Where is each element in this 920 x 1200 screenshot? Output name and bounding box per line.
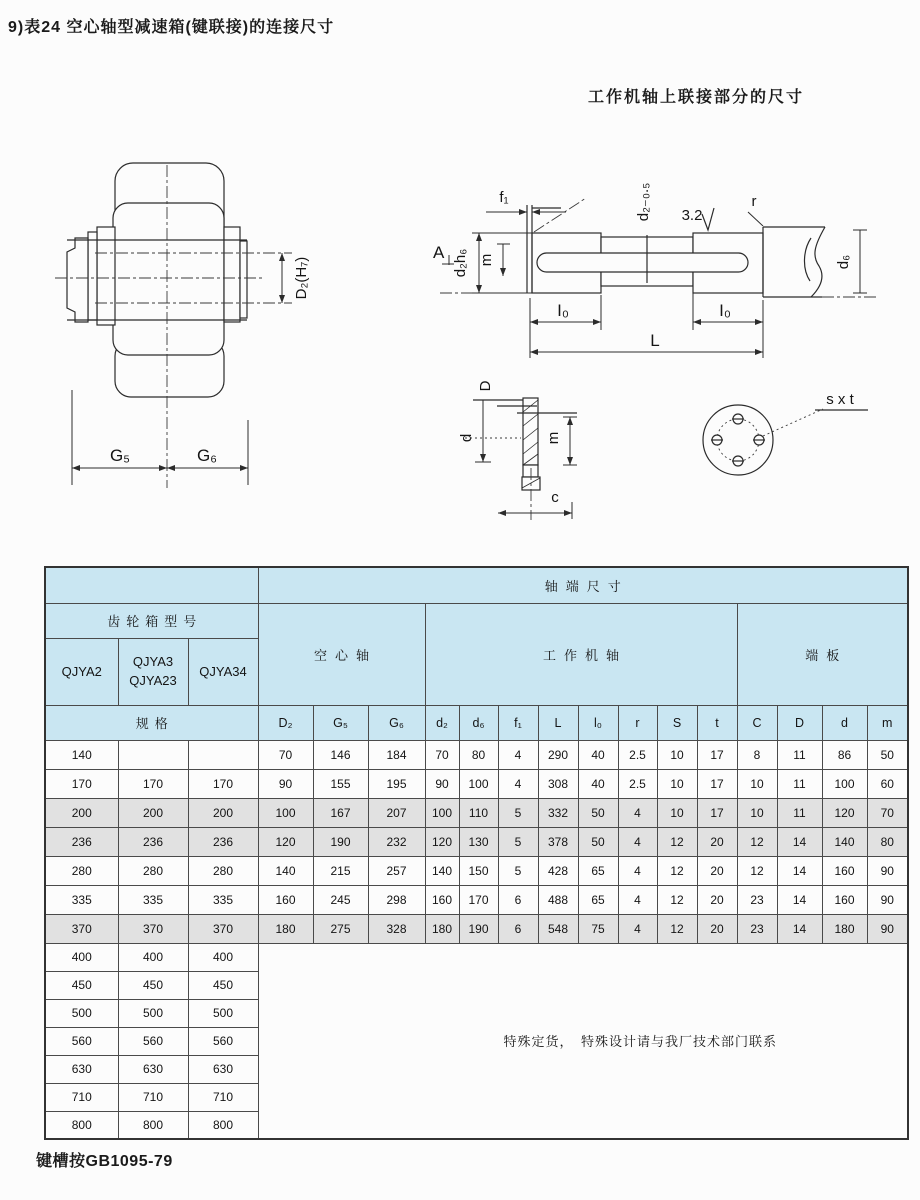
value-cell: 4 (498, 740, 538, 769)
roughness-icon (702, 208, 714, 230)
work-shaft-drawing (420, 150, 890, 380)
value-cell: 14 (777, 827, 822, 856)
model-cell: 400 (45, 943, 118, 971)
value-cell: 12 (737, 856, 777, 885)
value-cell: 332 (538, 798, 578, 827)
value-cell: 100 (822, 769, 867, 798)
group-end-plate: 端板 (737, 603, 908, 705)
shaft-end-title-cell: 轴端尺寸 (258, 567, 908, 603)
group-hollow-shaft: 空心轴 (258, 603, 425, 705)
model-cell: 170 (45, 769, 118, 798)
column-header-6: L (538, 705, 578, 740)
value-cell: 86 (822, 740, 867, 769)
value-cell: 140 (258, 856, 313, 885)
value-cell: 75 (578, 914, 618, 943)
model-cell: 710 (188, 1083, 258, 1111)
model-cell: 560 (188, 1027, 258, 1055)
value-cell: 17 (697, 769, 737, 798)
model-cell: 200 (45, 798, 118, 827)
column-header-14: m (867, 705, 908, 740)
value-cell: 40 (578, 769, 618, 798)
value-cell: 50 (578, 827, 618, 856)
value-cell: 120 (258, 827, 313, 856)
model-col-qjya2: QJYA2 (45, 638, 118, 705)
dim-label-f1: f₁ (499, 189, 509, 206)
dim-label-l0-right: I₀ (719, 301, 731, 320)
value-cell: 150 (459, 856, 498, 885)
model-cell: 450 (118, 971, 188, 999)
value-cell: 140 (425, 856, 459, 885)
model-cell: 236 (188, 827, 258, 856)
value-cell: 308 (538, 769, 578, 798)
dimension-table (44, 566, 909, 1140)
table-row (45, 827, 908, 856)
dim-label-plate-m: m (545, 431, 562, 445)
value-cell: 10 (657, 798, 697, 827)
special-order-note: 特殊定货， 特殊设计请与我厂技术部门联系 (258, 943, 908, 1139)
footnote: 键槽按GB1095-79 (36, 1153, 173, 1170)
value-cell: 70 (867, 798, 908, 827)
value-cell: 70 (258, 740, 313, 769)
column-header-7: l₀ (578, 705, 618, 740)
value-cell: 90 (867, 856, 908, 885)
value-cell: 180 (822, 914, 867, 943)
value-cell: 60 (867, 769, 908, 798)
value-cell: 378 (538, 827, 578, 856)
value-cell: 167 (313, 798, 368, 827)
dim-label-screws: s x t (826, 391, 854, 408)
value-cell: 195 (368, 769, 425, 798)
model-cell: 560 (45, 1027, 118, 1055)
model-cell (118, 740, 188, 769)
value-cell: 40 (578, 740, 618, 769)
value-cell: 8 (737, 740, 777, 769)
drawing-caption: 工作机轴上联接部分的尺寸 (588, 89, 805, 106)
value-cell: 120 (822, 798, 867, 827)
model-cell: 500 (118, 999, 188, 1027)
value-cell: 20 (697, 885, 737, 914)
value-cell: 428 (538, 856, 578, 885)
value-cell: 90 (258, 769, 313, 798)
value-cell: 275 (313, 914, 368, 943)
value-cell: 4 (618, 798, 657, 827)
model-cell: 450 (188, 971, 258, 999)
dim-label-m-shaft: m (478, 253, 495, 267)
value-cell: 140 (822, 827, 867, 856)
value-cell: 232 (368, 827, 425, 856)
dim-label-d6: d₆ (835, 254, 852, 270)
value-cell: 70 (425, 740, 459, 769)
value-cell: 20 (697, 827, 737, 856)
value-cell: 14 (777, 885, 822, 914)
value-cell: 14 (777, 856, 822, 885)
value-cell: 100 (258, 798, 313, 827)
value-cell: 170 (459, 885, 498, 914)
value-cell: 245 (313, 885, 368, 914)
model-cell: 800 (188, 1111, 258, 1139)
gearbox-section-drawing (40, 140, 350, 520)
value-cell: 488 (538, 885, 578, 914)
value-cell: 10 (657, 740, 697, 769)
value-cell: 65 (578, 856, 618, 885)
value-cell: 4 (498, 769, 538, 798)
column-header-8: r (618, 705, 657, 740)
model-cell: 630 (118, 1055, 188, 1083)
model-cell: 140 (45, 740, 118, 769)
model-header-cell: 齿轮箱型号 (45, 603, 258, 638)
value-cell: 10 (657, 769, 697, 798)
value-cell: 180 (258, 914, 313, 943)
value-cell: 160 (258, 885, 313, 914)
value-cell: 155 (313, 769, 368, 798)
end-plate-section-drawing (455, 368, 625, 528)
model-col-qjya34: QJYA34 (188, 638, 258, 705)
column-header-13: d (822, 705, 867, 740)
model-cell: 400 (118, 943, 188, 971)
value-cell: 146 (313, 740, 368, 769)
dim-label-length: L (650, 331, 660, 350)
value-cell: 20 (697, 856, 737, 885)
value-cell: 290 (538, 740, 578, 769)
value-cell: 65 (578, 885, 618, 914)
value-cell: 4 (618, 827, 657, 856)
model-cell: 200 (118, 798, 188, 827)
value-cell: 190 (313, 827, 368, 856)
value-cell: 257 (368, 856, 425, 885)
column-header-11: C (737, 705, 777, 740)
model-cell: 500 (188, 999, 258, 1027)
value-cell: 4 (618, 914, 657, 943)
table-row (45, 740, 908, 769)
value-cell: 2.5 (618, 740, 657, 769)
value-cell: 17 (697, 740, 737, 769)
model-cell (188, 740, 258, 769)
value-cell: 10 (737, 798, 777, 827)
column-header-4: d₆ (459, 705, 498, 740)
value-cell: 17 (697, 798, 737, 827)
model-cell: 800 (118, 1111, 188, 1139)
model-col-qjya3-23 (118, 638, 188, 705)
value-cell: 6 (498, 885, 538, 914)
value-cell: 12 (657, 827, 697, 856)
table-row (45, 943, 908, 971)
value-cell: 11 (777, 798, 822, 827)
dim-label-plate-D: D (477, 380, 494, 392)
model-cell: 280 (188, 856, 258, 885)
dim-label-g6: G₆ (196, 446, 218, 465)
value-cell: 10 (737, 769, 777, 798)
dim-label-d2-tol: d₂₋₀.₅ (635, 182, 652, 222)
value-cell: 5 (498, 798, 538, 827)
value-cell: 5 (498, 856, 538, 885)
column-header-3: d₂ (425, 705, 459, 740)
value-cell: 130 (459, 827, 498, 856)
value-cell: 11 (777, 740, 822, 769)
value-cell: 190 (459, 914, 498, 943)
page-title: 9)表24 空心轴型减速箱(键联接)的连接尺寸 (8, 19, 335, 36)
group-work-shaft: 工作机轴 (425, 603, 737, 705)
value-cell: 5 (498, 827, 538, 856)
value-cell: 110 (459, 798, 498, 827)
value-cell: 20 (697, 914, 737, 943)
value-cell: 50 (578, 798, 618, 827)
value-cell: 12 (737, 827, 777, 856)
model-cell: 370 (118, 914, 188, 943)
model-cell: 170 (118, 769, 188, 798)
value-cell: 184 (368, 740, 425, 769)
section-label-a: A (433, 243, 445, 262)
value-cell: 12 (657, 856, 697, 885)
value-cell: 328 (368, 914, 425, 943)
column-header-1: G₅ (313, 705, 368, 740)
value-cell: 23 (737, 914, 777, 943)
value-cell: 90 (867, 914, 908, 943)
roughness-value: 3.2 (681, 207, 703, 224)
column-header-9: S (657, 705, 697, 740)
value-cell: 90 (867, 885, 908, 914)
dim-label-d2h7: D₂(H₇) (293, 256, 310, 300)
value-cell: 6 (498, 914, 538, 943)
value-cell: 12 (657, 914, 697, 943)
column-header-10: t (697, 705, 737, 740)
value-cell: 12 (657, 885, 697, 914)
value-cell: 80 (459, 740, 498, 769)
column-header-5: f₁ (498, 705, 538, 740)
model-cell: 400 (188, 943, 258, 971)
value-cell: 298 (368, 885, 425, 914)
model-qjya3: QJYA3 (132, 653, 174, 669)
table-row (45, 914, 908, 943)
dim-label-l0-left: I₀ (557, 301, 569, 320)
value-cell: 4 (618, 856, 657, 885)
model-cell: 236 (118, 827, 188, 856)
blank-header-cell (45, 567, 258, 603)
value-cell: 160 (822, 885, 867, 914)
model-cell: 560 (118, 1027, 188, 1055)
table-row (45, 769, 908, 798)
dim-label-plate-c: c (551, 489, 559, 506)
column-header-0: D₂ (258, 705, 313, 740)
value-cell: 160 (822, 856, 867, 885)
column-header-2: G₆ (368, 705, 425, 740)
value-cell: 50 (867, 740, 908, 769)
dim-label-g5: G₅ (109, 446, 131, 465)
table-row (45, 856, 908, 885)
dim-label-r: r (751, 193, 757, 210)
model-cell: 710 (118, 1083, 188, 1111)
value-cell: 2.5 (618, 769, 657, 798)
model-cell: 710 (45, 1083, 118, 1111)
model-cell: 450 (45, 971, 118, 999)
dim-label-plate-d: d (458, 433, 475, 443)
model-cell: 200 (188, 798, 258, 827)
model-cell: 170 (188, 769, 258, 798)
table-row (45, 885, 908, 914)
value-cell: 100 (425, 798, 459, 827)
value-cell: 120 (425, 827, 459, 856)
end-plate-face-drawing (690, 385, 900, 495)
value-cell: 548 (538, 914, 578, 943)
value-cell: 90 (425, 769, 459, 798)
value-cell: 11 (777, 769, 822, 798)
value-cell: 180 (425, 914, 459, 943)
value-cell: 215 (313, 856, 368, 885)
value-cell: 80 (867, 827, 908, 856)
column-header-12: D (777, 705, 822, 740)
model-cell: 370 (188, 914, 258, 943)
dim-label-d2h6: d₂h₆ (452, 248, 469, 278)
value-cell: 14 (777, 914, 822, 943)
spec-label-cell: 规格 (45, 705, 258, 740)
model-cell: 280 (45, 856, 118, 885)
model-cell: 630 (45, 1055, 118, 1083)
model-cell: 335 (45, 885, 118, 914)
model-cell: 800 (45, 1111, 118, 1139)
table-row (45, 798, 908, 827)
value-cell: 4 (618, 885, 657, 914)
model-cell: 335 (118, 885, 188, 914)
model-qjya23: QJYA23 (129, 672, 177, 688)
model-cell: 335 (188, 885, 258, 914)
model-cell: 630 (188, 1055, 258, 1083)
value-cell: 23 (737, 885, 777, 914)
value-cell: 207 (368, 798, 425, 827)
model-cell: 236 (45, 827, 118, 856)
model-cell: 500 (45, 999, 118, 1027)
value-cell: 100 (459, 769, 498, 798)
value-cell: 160 (425, 885, 459, 914)
model-cell: 280 (118, 856, 188, 885)
model-cell: 370 (45, 914, 118, 943)
